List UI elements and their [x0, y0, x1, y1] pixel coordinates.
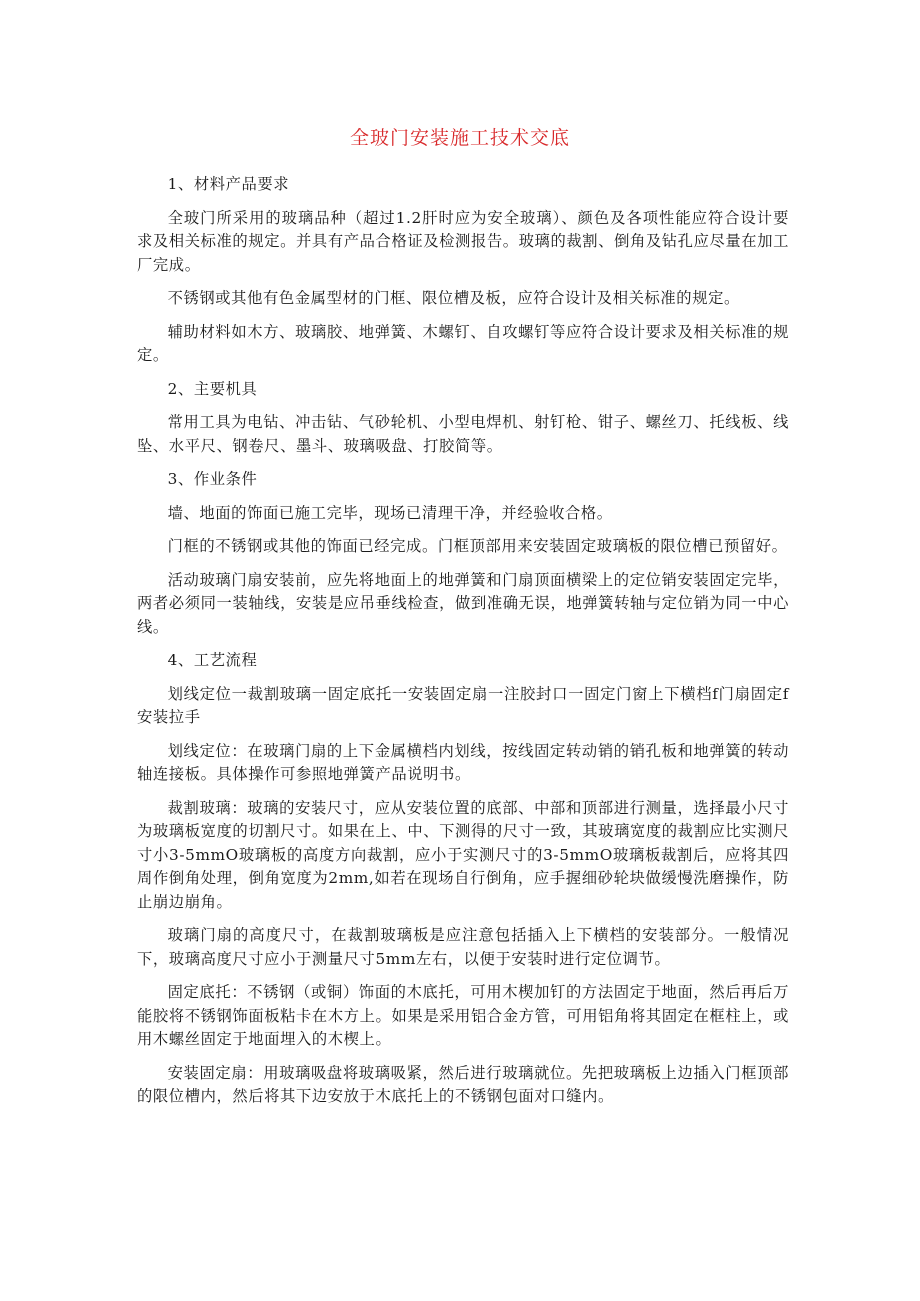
paragraph: 全玻门所采用的玻璃品种（超过1.2肝时应为安全玻璃）、颜色及各项性能应符合设计要求及相关标准的规定。并具有产品合格证及检测报告。玻璃的裁割、倒角及钻孔应尽量在加工厂完成。: [137, 208, 789, 274]
paragraph: 划线定位一裁割玻璃一固定底托一安装固定扇一注胶封口一固定门窗上下横档f门扇固定f安装拉手: [137, 684, 789, 726]
document-title: 全玻门安装施工技术交底: [349, 127, 570, 149]
paragraph: 玻璃门扇的高度尺寸，在裁割玻璃板是应注意包括插入上下横档的安装部分。一般情况下，玻璃高度尺寸应小于测量尺寸5mm左右，以便于安装时进行定位调节。: [137, 926, 789, 968]
paragraph: 固定底托：不锈钢（或铜）饰面的木底托，可用木楔加钉的方法固定于地面，然后再后万能胶将不锈钢饰面板粘卡在木方上。如果是采用铝合金方管，可用铝角将其固定在框柱上，或用木螺丝固定于地面埋入的木楔上。: [137, 983, 789, 1048]
section-heading-materials: 1、材料产品要求: [167, 175, 290, 193]
paragraph: 活动玻璃门扇安装前，应先将地面上的地弹簧和门扇顶面横梁上的定位销安装固定完毕，两者必须同一装轴线，安装是应吊垂线检查，做到准确无误，地弹簧转轴与定位销为同一中心线。: [137, 570, 789, 636]
paragraph: 划线定位：在玻璃门扇的上下金属横档内划线，按线固定转动销的销孔板和地弹簧的转动轴连接板。具体操作可参照地弹簧产品说明书。: [137, 741, 789, 783]
paragraph: 裁割玻璃：玻璃的安装尺寸，应从安装位置的底部、中部和顶部进行测量，选择最小尺寸为玻璃板宽度的切割尺寸。如果在上、中、下测得的尺寸一致，其玻璃宽度的裁割应比实测尺寸小3-5mmO玻璃板的高度方向裁割，应小于实测尺寸的3-5mmO玻璃板裁割后，应将其四周作倒角处理，倒角宽度为2mm,如若在现场自行倒角，应手握细砂轮块做缓慢洗磨操作，防止崩边崩角。: [137, 798, 789, 911]
paragraph: 常用工具为电钻、冲击钻、气砂轮机、小型电焊机、射钉枪、钳子、螺丝刀、托线板、线坠、水平尺、钢卷尺、墨斗、玻璃吸盘、打胶简等。: [137, 413, 789, 455]
section-heading-tools: 2、主要机具: [167, 379, 258, 398]
paragraph: 不锈钢或其他有色金属型材的门框、限位槽及板，应符合设计及相关标准的规定。: [167, 289, 740, 307]
paragraph: 门框的不锈钢或其他的饰面已经完成。门框顶部用来安装固定玻璃板的限位槽已预留好。: [167, 537, 788, 555]
document-body: [137, 173, 789, 1119]
section-heading-conditions: 3、作业条件: [167, 470, 258, 488]
section-heading-process: 4、工艺流程: [167, 651, 258, 669]
paragraph: 辅助材料如木方、玻璃胶、地弹簧、木螺钉、自攻螺钉等应符合设计要求及相关标准的规定。: [137, 322, 789, 364]
paragraph: 安装固定扇：用玻璃吸盘将玻璃吸紧，然后进行玻璃就位。先把玻璃板上边插入门框顶部的限位槽内，然后将其下边安放于木底托上的不锈钢包面对口缝内。: [137, 1063, 789, 1105]
paragraph: 墙、地面的饰面已施工完毕，现场已清理干净，并经验收合格。: [167, 503, 613, 522]
